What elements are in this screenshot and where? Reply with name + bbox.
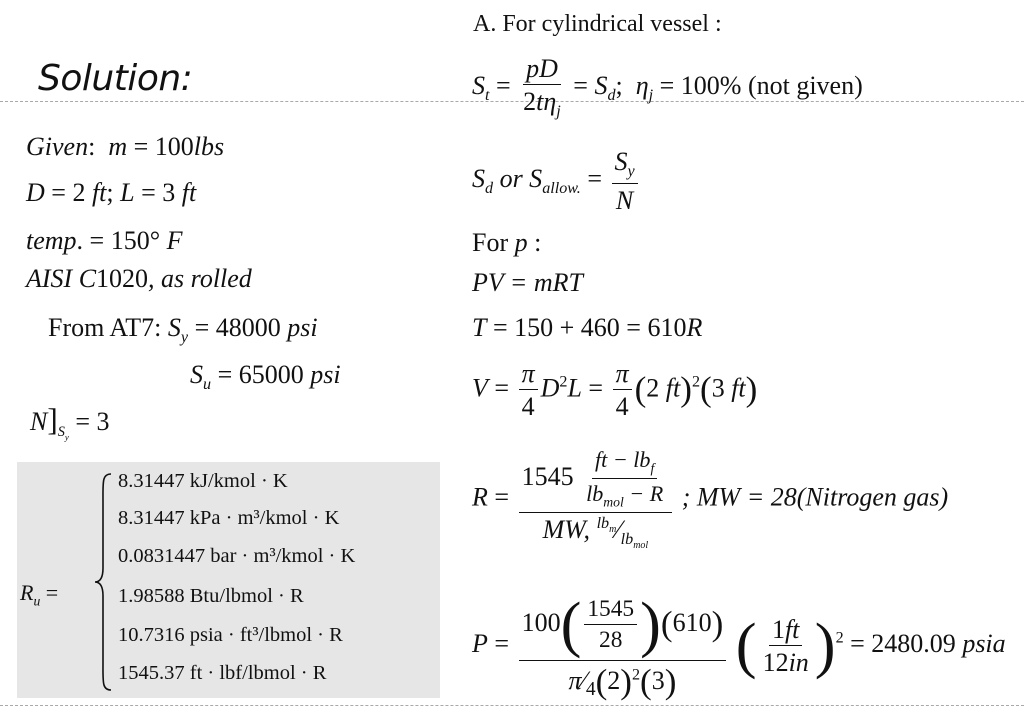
section-heading: A. For cylindrical vessel : (473, 11, 722, 37)
gas-constant-equation: R = 1545 $\frac{ft - lb_f}{lb_{mol} - R}$ MW, $^{lb_m}⁄_{lb_{mol}}$ ; MW = 28(Nitrogen gas) (472, 447, 949, 551)
ideal-gas-equation: PV = mRT (472, 268, 583, 297)
given-dimensions: D = 2 ft; L = 3 ft (26, 178, 197, 207)
allowable-stress-equation: $S_d$ or $S_{allow.}$ = $\frac{S_y}{N}$ (472, 148, 641, 214)
page-title: Solution: (38, 58, 193, 99)
gas-constant-value: 1545.37 ft · lbf/lbmol · R (118, 662, 327, 684)
molecular-weight-note: ; MW = 28(Nitrogen gas) (681, 482, 949, 512)
pressure-equation: P = 100( $\frac{1545}{28}$ )(610) $\pi⁄_4(2)^2(3)$ ( $\frac{1ft}{12in}$ )$^2$ = 2480.09 psia (472, 590, 1006, 701)
volume-equation: V = $\frac{\pi}{4}$ $D^2L$ = $\frac{\pi}{4}$ (2 ft)$^2$(3 ft) (472, 359, 758, 422)
given-temperature: temp. = 150° F (26, 226, 183, 255)
stress-equation: $S_t$ = $\frac{pD}{2t\eta_j}$ = $S_d$; $\eta_j = 100\%$ (not given) (472, 54, 863, 121)
given-ultimate-strength: $S_u = 65000$ psi (190, 360, 341, 394)
gas-constant-label: $R_u$ = (20, 580, 59, 609)
given-safety-factor: $N]_{S_y} = 3$ (30, 402, 110, 443)
gas-constant-value: 8.31447 kJ/kmol · K (118, 470, 288, 492)
brace-icon (94, 472, 114, 692)
gas-constant-value: 1.98588 Btu/lbmol · R (118, 585, 304, 607)
pressure-result: = 2480.09 psia (850, 629, 1006, 659)
gas-constant-value: 8.31447 kPa · m³/kmol · K (118, 507, 340, 529)
temperature-equation: T = 150 + 460 = 610R (472, 313, 703, 342)
bottom-divider (0, 705, 1024, 706)
for-pressure-label: For p : (472, 228, 542, 257)
given-material: AISI C1020, as rolled (26, 264, 252, 293)
given-yield-strength: From AT7: $S_y = 48000$ psi (48, 313, 318, 347)
gas-constant-value: 10.7316 psia · ft³/lbmol · R (118, 624, 343, 646)
given-mass: Given: m = 100lbs (26, 132, 225, 161)
gas-constant-value: 0.0831447 bar · m³/kmol · K (118, 545, 356, 567)
